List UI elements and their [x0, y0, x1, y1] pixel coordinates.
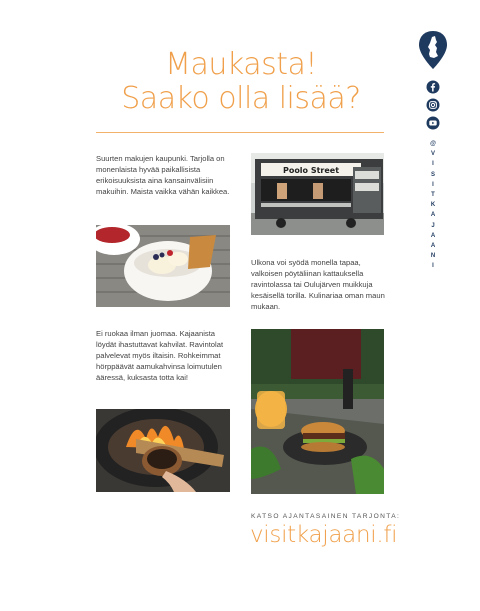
- website-link[interactable]: visitkajaani.fi: [250, 522, 398, 548]
- divider: [96, 132, 384, 133]
- instagram-handle-vertical: [418, 139, 448, 272]
- outdoor-dining-paragraph: Ulkona voi syödä monella tapaa, valkoisen pöytäliinan kattauksella ravintolassa tai Oulujärven muikkuja kesäisellä torilla. Kulinariaa oman maun mukaan.: [251, 258, 385, 311]
- burger-photo: [251, 329, 384, 494]
- title-line-1: Maukasta!: [165, 47, 317, 82]
- youtube-icon[interactable]: [426, 116, 440, 130]
- handle-char: A: [430, 232, 436, 239]
- handle-char: @: [430, 141, 436, 147]
- handle-char: T: [431, 192, 435, 199]
- page-title: [96, 48, 386, 116]
- facebook-icon[interactable]: [426, 80, 440, 94]
- campfire-photo: [96, 409, 230, 492]
- cta-label: KATSO AJANTASAINEN TARJONTA:: [251, 513, 401, 520]
- drinks-paragraph: Ei ruokaa ilman juomaa. Kajaanista löydät ihastuttavat kahvilat. Ravintolat palvelevat myös iltaisin. Rohkeimmat hörppäävät aamukahvinsa loimutulen ääressä, kuksasta totta kai!: [96, 329, 224, 382]
- handle-char: S: [430, 171, 435, 178]
- handle-char: I: [432, 161, 434, 168]
- food-truck-photo: [251, 153, 384, 235]
- handle-char: N: [430, 253, 436, 260]
- handle-char: V: [430, 151, 435, 158]
- handle-char: I: [432, 181, 434, 188]
- food-truck-sign-text: Poolo Street: [282, 166, 340, 175]
- intro-paragraph: Suurten makujen kaupunki. Tarjolla on monenlaista hyvää paikallisista erikoisuuksista aina kansainvälisiin makuihin. Maista vaikka vähän kaikkea.: [96, 154, 230, 196]
- dessert-photo: [96, 225, 230, 307]
- handle-char: I: [432, 263, 434, 270]
- handle-char: A: [430, 243, 436, 250]
- handle-char: K: [430, 202, 436, 209]
- handle-char: J: [431, 222, 435, 229]
- handle-char: A: [430, 212, 436, 219]
- title-line-2: Saako olla lisää?: [121, 81, 361, 116]
- instagram-icon[interactable]: [426, 98, 440, 112]
- finland-map-pin-logo-icon[interactable]: [418, 30, 448, 70]
